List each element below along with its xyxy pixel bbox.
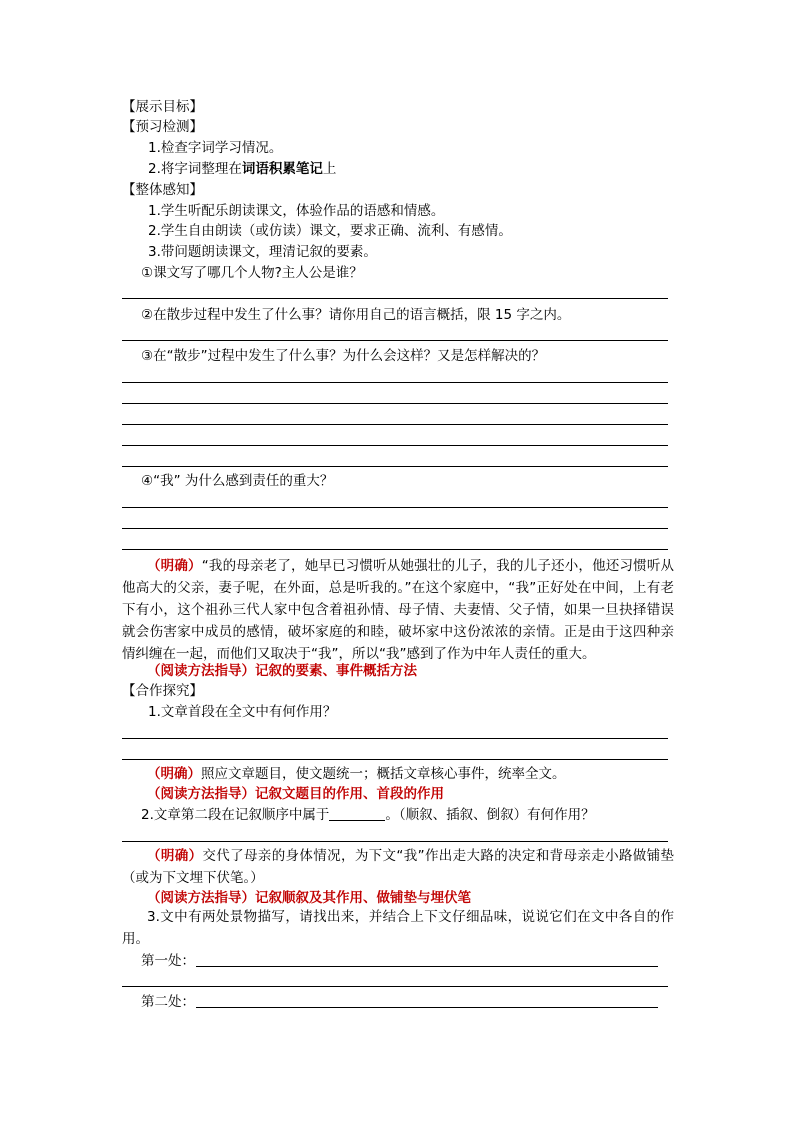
question-1: ①课文写了哪几个人物?主人公是谁？	[141, 265, 363, 281]
cooperate-question-1: 1.文章首段在全文中有何作用？	[148, 704, 337, 720]
answer-line[interactable]	[122, 466, 668, 467]
question-2-prefix: 2.文章第二段在记叙顺序中属于	[141, 807, 330, 823]
cooperate-question-3: 3.文中有两处景物描写，请找出来，并结合上下文仔细品味，说说它们在文中各自的作用。	[122, 909, 674, 947]
method-guide-2: （阅读方法指导）记叙文题目的作用、首段的作用	[147, 786, 444, 802]
clarify-text: 交代了母亲的身体情况，为下文“我”作出走大路的决定和背母亲走小路做铺垫（或为下文埋下伏笔。）	[122, 848, 674, 886]
question-2: ②在散步过程中发生了什么事？请你用自己的语言概括，限 15 字之内。	[141, 307, 571, 323]
clarify-tag: （明确）	[147, 558, 202, 574]
section-goals: 【展示目标】	[122, 99, 203, 115]
section-cooperate: 【合作探究】	[122, 683, 203, 699]
answer-line[interactable]	[122, 841, 668, 842]
overall-item-1: 1.学生听配乐朗读课文，体验作品的语感和情感。	[148, 203, 445, 219]
section-preview: 【预习检测】	[122, 119, 203, 135]
preview-item-2-bold: 词语积累笔记	[241, 161, 323, 177]
method-guide-1: （阅读方法指导）记叙的要素、事件概括方法	[147, 663, 417, 679]
answer-line[interactable]	[122, 340, 668, 341]
answer-line[interactable]	[122, 507, 668, 508]
answer-line[interactable]	[122, 738, 668, 739]
preview-item-2-suffix: 上	[322, 161, 337, 177]
question-3: ③在“散步”过程中发生了什么事？为什么会这样？又是怎样解决的？	[141, 348, 546, 364]
answer-place-2-line[interactable]	[196, 1007, 658, 1008]
answer-place-1-label: 第一处：	[141, 953, 195, 969]
question-2-suffix: 。（顺叙、插叙、倒叙）有何作用？	[385, 807, 595, 823]
cooperate-clarify-2	[122, 845, 674, 889]
overall-item-3: 3.带问题朗读课文，理清记叙的要素。	[148, 244, 377, 260]
method-guide-3: （阅读方法指导）记叙顺叙及其作用、做铺垫与埋伏笔	[147, 890, 471, 906]
answer-place-1-line[interactable]	[196, 966, 658, 967]
answer-place-2-label: 第二处：	[141, 994, 195, 1010]
section-overall: 【整体感知】	[122, 182, 203, 198]
answer-line[interactable]	[122, 986, 668, 987]
preview-item-2	[148, 160, 336, 178]
preview-item-2-prefix: 2.将字词整理在	[148, 161, 242, 177]
cooperate-clarify-1	[147, 765, 566, 783]
answer-line[interactable]	[122, 445, 668, 446]
answer-line[interactable]	[122, 298, 668, 299]
answer-line[interactable]	[122, 424, 668, 425]
answer-line[interactable]	[122, 382, 668, 383]
clarify-text: 照应文章题目，使文题统一；概括文章核心事件，统率全文。	[201, 766, 566, 782]
clarify-tag: （明确）	[147, 848, 203, 864]
clarify-paragraph-1	[122, 555, 674, 665]
question-4: ④“我” 为什么感到责任的重大？	[141, 473, 334, 489]
answer-line[interactable]	[122, 528, 668, 529]
clarify-text: “我的母亲老了，她早已习惯听从她强壮的儿子，我的儿子还小，他还习惯听从他高大的父亲，妻子呢，在外面，总是听我的。”在这个家庭中，“我”正好处在中间，上有老下有小，这个祖孙三代人家中包含着祖孙情、母子情、夫妻情、父子情，如果一旦抉择错误就会伤害家中成员的感情，破坏家庭的和睦，破坏家中这份浓浓的亲情。正是由于这四种亲情纠缠在一起，而他们又取决于“我”，所以“我”感到了作为中年人责任的重大。	[122, 558, 675, 662]
overall-item-2: 2.学生自由朗读（或仿读）课文，要求正确、流利、有感情。	[148, 223, 512, 239]
fill-blank[interactable]	[329, 806, 385, 821]
cooperate-question-2	[141, 806, 595, 824]
preview-item-1: 1.检查字词学习情况。	[148, 140, 283, 156]
answer-line[interactable]	[122, 403, 668, 404]
answer-line[interactable]	[122, 549, 668, 550]
answer-line[interactable]	[122, 759, 668, 760]
clarify-tag: （明确）	[147, 766, 201, 782]
